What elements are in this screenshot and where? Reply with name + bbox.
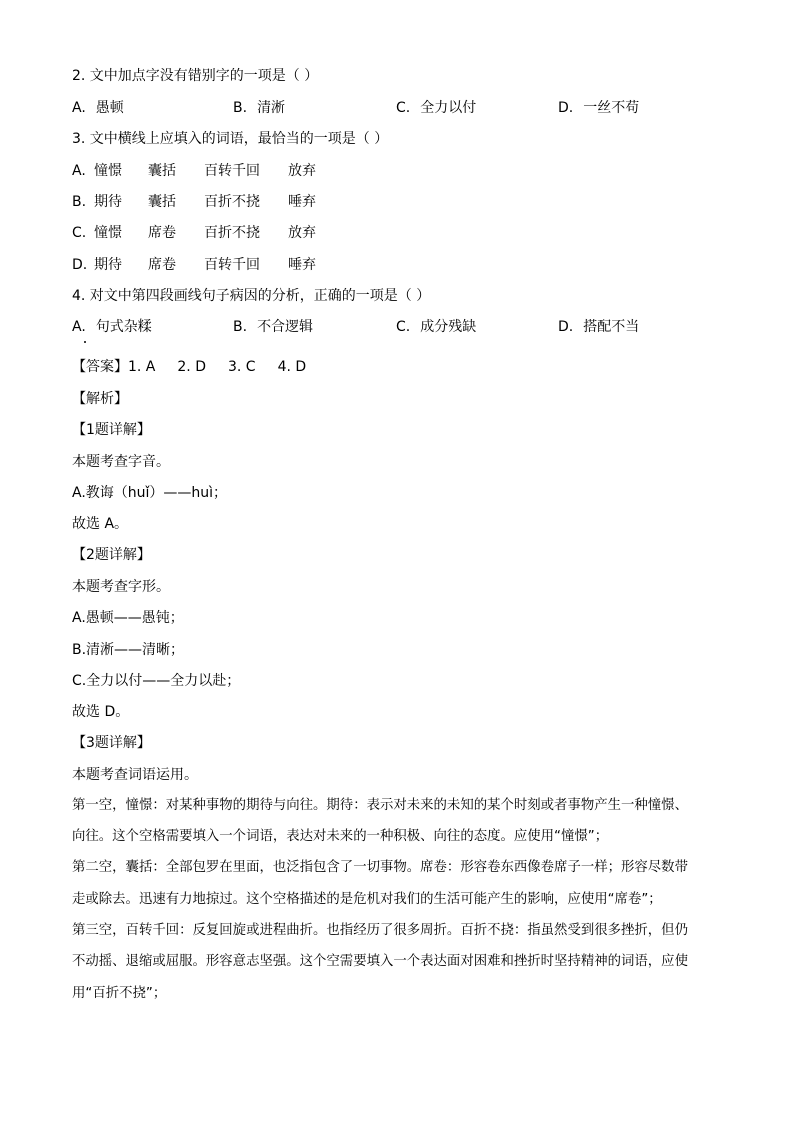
option-word: 百折不挠 (204, 225, 260, 241)
detail-2-line: C.全力以付——全力以赴； (72, 673, 241, 689)
answer-label: 【答案】 (72, 359, 128, 375)
option-text: 成分残缺 (420, 319, 477, 335)
q2-option-a[interactable] (72, 98, 124, 118)
option-text: 全力以付 (420, 100, 477, 116)
q3-option-d[interactable] (72, 255, 372, 275)
analysis-label: 【解析】 (72, 391, 128, 407)
option-text: 一丝不苟 (583, 100, 640, 116)
option-word: 期待 (94, 257, 122, 273)
detail-2-line: 本题考查字形。 (72, 579, 170, 595)
option-text: 句式杂糅 (95, 319, 152, 335)
detail-3-intro: 本题考查词语运用。 (72, 767, 198, 783)
option-word: 放弃 (288, 225, 316, 241)
emphasis-dot (84, 341, 86, 343)
option-word: 期待 (94, 194, 122, 210)
option-word: 憧憬 (94, 163, 122, 179)
detail-3-para-line: 第三空，百转千回：反复回旋或进程曲折。也指经历了很多周折。百折不挠：指虽然受到很多挫折，但仍 (72, 923, 688, 938)
option-word: 百转千回 (204, 257, 260, 273)
answer-item: 3. C (227, 359, 256, 375)
q3-option-b[interactable] (72, 192, 372, 212)
option-letter: C. (396, 319, 411, 335)
option-letter: B. (72, 194, 87, 210)
answer-item: 4. D (277, 359, 307, 375)
option-letter: D. (558, 100, 574, 116)
detail-1-title: 【1题详解】 (72, 422, 151, 438)
detail-3-para-line: 第二空，囊括：全部包罗在里面，也泛指包含了一切事物。席卷：形容卷东西像卷席子一样；形容尽数带 (72, 860, 688, 875)
q4-option-a[interactable] (72, 317, 152, 337)
detail-1-line: 故选 A。 (72, 516, 129, 532)
option-word: 百转千回 (204, 163, 260, 179)
option-text: 愚顿 (95, 100, 124, 116)
detail-1-line: A.教诲（huǐ）——huì； (72, 485, 228, 501)
detail-3-para-line: 不动摇、退缩或屈服。形容意志坚强。这个空需要填入一个表达面对困难和挫折时坚持精神的词语，应使 (72, 954, 688, 969)
option-letter: D. (558, 319, 574, 335)
answer-item: 2. D (177, 359, 206, 375)
q3-stem: 3. 文中横线上应填入的词语，最恰当的一项是（ ） (72, 131, 389, 147)
detail-2-line: 故选 D。 (72, 704, 130, 720)
detail-2-title: 【2题详解】 (72, 547, 151, 563)
answer-line (72, 357, 328, 377)
option-word: 唾弃 (288, 194, 316, 210)
option-letter: A. (72, 163, 86, 179)
option-word: 放弃 (288, 163, 316, 179)
q4-option-b[interactable] (233, 317, 313, 337)
option-text: 搭配不当 (583, 319, 640, 335)
detail-3-para-line: 向往。这个空格需要填入一个词语，表达对未来的一种积极、向往的态度。应使用“憧憬”； (72, 829, 609, 844)
detail-2-line: B.清淅——清晰； (72, 642, 185, 658)
detail-3-para-line: 用“百折不挠”； (72, 986, 167, 1001)
q4-stem: 4. 对文中第四段画线句子病因的分析，正确的一项是（ ） (72, 288, 431, 304)
detail-3-title: 【3题详解】 (72, 735, 151, 751)
detail-1-line: 本题考查字音。 (72, 454, 170, 470)
q4-option-c[interactable] (396, 317, 476, 337)
q2-option-c[interactable] (396, 98, 476, 118)
option-word: 席卷 (148, 225, 176, 241)
option-word: 唾弃 (288, 257, 316, 273)
q3-option-a[interactable] (72, 161, 372, 181)
option-word: 囊括 (148, 163, 176, 179)
option-word: 囊括 (148, 194, 176, 210)
option-text: 清淅 (257, 100, 286, 116)
q2-stem: 2. 文中加点字没有错别字的一项是（ ） (72, 68, 319, 84)
option-letter: D. (72, 257, 88, 273)
option-word: 席卷 (148, 257, 176, 273)
answer-item: 1. A (128, 359, 156, 375)
detail-3-para-line: 走或除去。迅速有力地掠过。这个空格描述的是危机对我们的生活可能产生的影响，应使用“席卷”； (72, 892, 662, 907)
option-letter: B. (233, 100, 248, 116)
detail-2-line: A.愚顿——愚钝； (72, 610, 184, 626)
q3-option-c[interactable] (72, 223, 372, 243)
option-word: 憧憬 (94, 225, 122, 241)
q4-option-d[interactable] (558, 317, 639, 337)
q2-option-b[interactable] (233, 98, 285, 118)
option-letter: A. (72, 100, 86, 116)
option-letter: C. (396, 100, 411, 116)
detail-3-para-line: 第一空，憧憬：对某种事物的期待与向往。期待：表示对未来的未知的某个时刻或者事物产生一种憧憬、 (72, 798, 688, 813)
option-word: 百折不挠 (204, 194, 260, 210)
option-letter: B. (233, 319, 248, 335)
q2-option-d[interactable] (558, 98, 639, 118)
option-letter: A. (72, 319, 86, 335)
option-letter: C. (72, 225, 87, 241)
option-text: 不合逻辑 (257, 319, 314, 335)
